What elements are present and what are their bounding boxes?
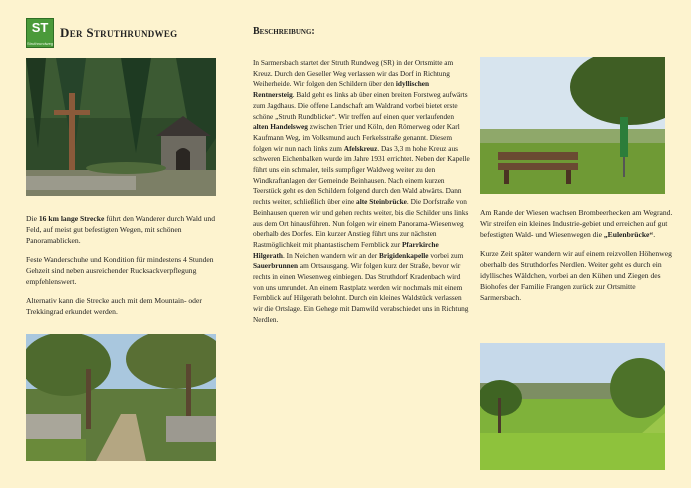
logo-letters: ST	[31, 20, 49, 35]
page-title: Der Struthrundweg	[60, 25, 178, 40]
left-paragraph-1	[26, 213, 226, 246]
left-paragraph-2	[26, 254, 226, 287]
highlighted-term: „Eulenbrücke“	[603, 230, 654, 239]
text-segment: Am Rande der Wiesen wachsen Brombeerhecken am Wegrand. Wir streifen ein kleines Industrie-gebiet und erreichen auf gut befestigten Wald- und Wiesenwegen die	[480, 208, 673, 239]
logo-caption: Struthrundweg	[27, 41, 54, 46]
description-heading: Beschreibung:	[253, 26, 315, 37]
photo-bench-view	[480, 57, 665, 194]
right-column-text	[480, 207, 675, 311]
text-segment: vorbei zum	[428, 250, 464, 260]
text-segment: führt den Wanderer durch Wald und Feld, auf meist gut befestigten Wegen, mit schönen Panoramablicken.	[26, 214, 216, 245]
right-paragraph-2	[480, 248, 675, 303]
route-description	[253, 58, 470, 326]
text-segment: Kurze Zeit später wandern wir auf einem reizvollen Höhenweg oberhalb des Struthdorfes Nerdlen. Weiter geht es durch ein idyllisches Wäldchen, vorbei an den Kühen und Ziegen des Biohofes der Familie Frangen zurück zur Ortsmitte Sarmersbach.	[480, 249, 672, 302]
right-paragraph-1	[480, 207, 675, 240]
highlighted-term: Pfarrkirche Hilgerath	[253, 239, 439, 260]
highlighted-term: alten Handelsweg	[253, 122, 308, 132]
highlighted-term: idyllischen Rentnersteig	[253, 79, 430, 100]
struthrundweg-logo	[26, 18, 54, 48]
highlighted-term: Brigidenkapelle	[379, 250, 429, 260]
text-segment: am Ortsausgang. Wir folgen kurz der Straße, bevor wir rechts in einen Wiesenweg einbiegen. Das Struthdorf Kradenbach wird von uns umrundet. An einem Rastplatz werden wir nochmals mit einem Fernblick auf Hilgerath belohnt. Durch ein kleines Waldstück verlassen wir die Ortslage. Ein Gehege mit Damwild verabschiedet uns in Richtung Nerdlen.	[253, 261, 469, 324]
text-segment: zwischen Trier und Köln, den Römerweg oder Karl Kaufmann Weg, im Volksmund auch Ferkelsstraße genannt. Diesem folgen wir nun nach links zum	[253, 122, 460, 153]
text-segment: . Bald geht es links ab über einen breiten Forstweg aufwärts zum Jagdhaus. Die offene Landschaft am Waldrand vorbei bietet erste schöne „Struth Rundblicke“. Wir treffen auf einen quer verlaufenden	[253, 90, 468, 121]
photo-cross-and-chapel	[26, 58, 216, 196]
text-segment: Feste Wanderschuhe und Kondition für mindestens 4 Stunden Gehzeit sind neben ausreichender Rucksackverpflegung empfehlenswert.	[26, 255, 214, 286]
text-segment: Alternativ kann die Strecke auch mit dem Mountain- oder Trekkingrad erkundet werden.	[26, 296, 202, 316]
text-segment: .	[653, 230, 656, 239]
highlighted-term: alte Steinbrücke	[356, 197, 407, 207]
highlighted-term: Sauerbrunnen	[253, 261, 299, 271]
left-column-text	[26, 213, 226, 325]
text-segment: . Die Dorfstraße von Beinhausen queren wir und gehen rechts weiter, bis die Schilder uns links aus dem Ort hinausführen. Nun folgen wir einem Panorama-Wiesenweg oberhalb des Dorfes. Ein kurzer Anstieg führt uns zur nächsten Rastmöglichkeit mit phantastischem Fernblick zur	[253, 197, 469, 249]
photo-forest-path	[26, 334, 216, 461]
highlighted-term: 16 km lange Strecke	[38, 214, 105, 223]
photo-meadow	[480, 343, 665, 470]
text-segment: . Das 3,3 m hohe Kreuz aus schweren Eichenbalken wurde im Jahre 1931 errichtet. Neben der Kapelle führt uns ein schmaler, teils sumpfiger Waldweg weiter zu den Windkraftanlagen der Gemeinde Beinhausen. Nach einem kurzen Teerstück geht es den Schildern folgend durch den Wald abwärts. Dann rechts weiter, schließlich über eine	[253, 143, 470, 207]
text-segment: . In Neichen wandern wir an der	[283, 250, 380, 260]
left-paragraph-3	[26, 295, 226, 317]
text-segment: Die	[26, 214, 39, 223]
text-segment: In Sarmersbach startet der Struth Rundweg (SR) in der Ortsmitte am Kreuz. Durch den Geseller Weg verlassen wir das Dorf in Richtung Weiherheide. Wir folgen den Schildern über den	[253, 58, 454, 89]
highlighted-term: Afelskreuz	[343, 143, 378, 153]
